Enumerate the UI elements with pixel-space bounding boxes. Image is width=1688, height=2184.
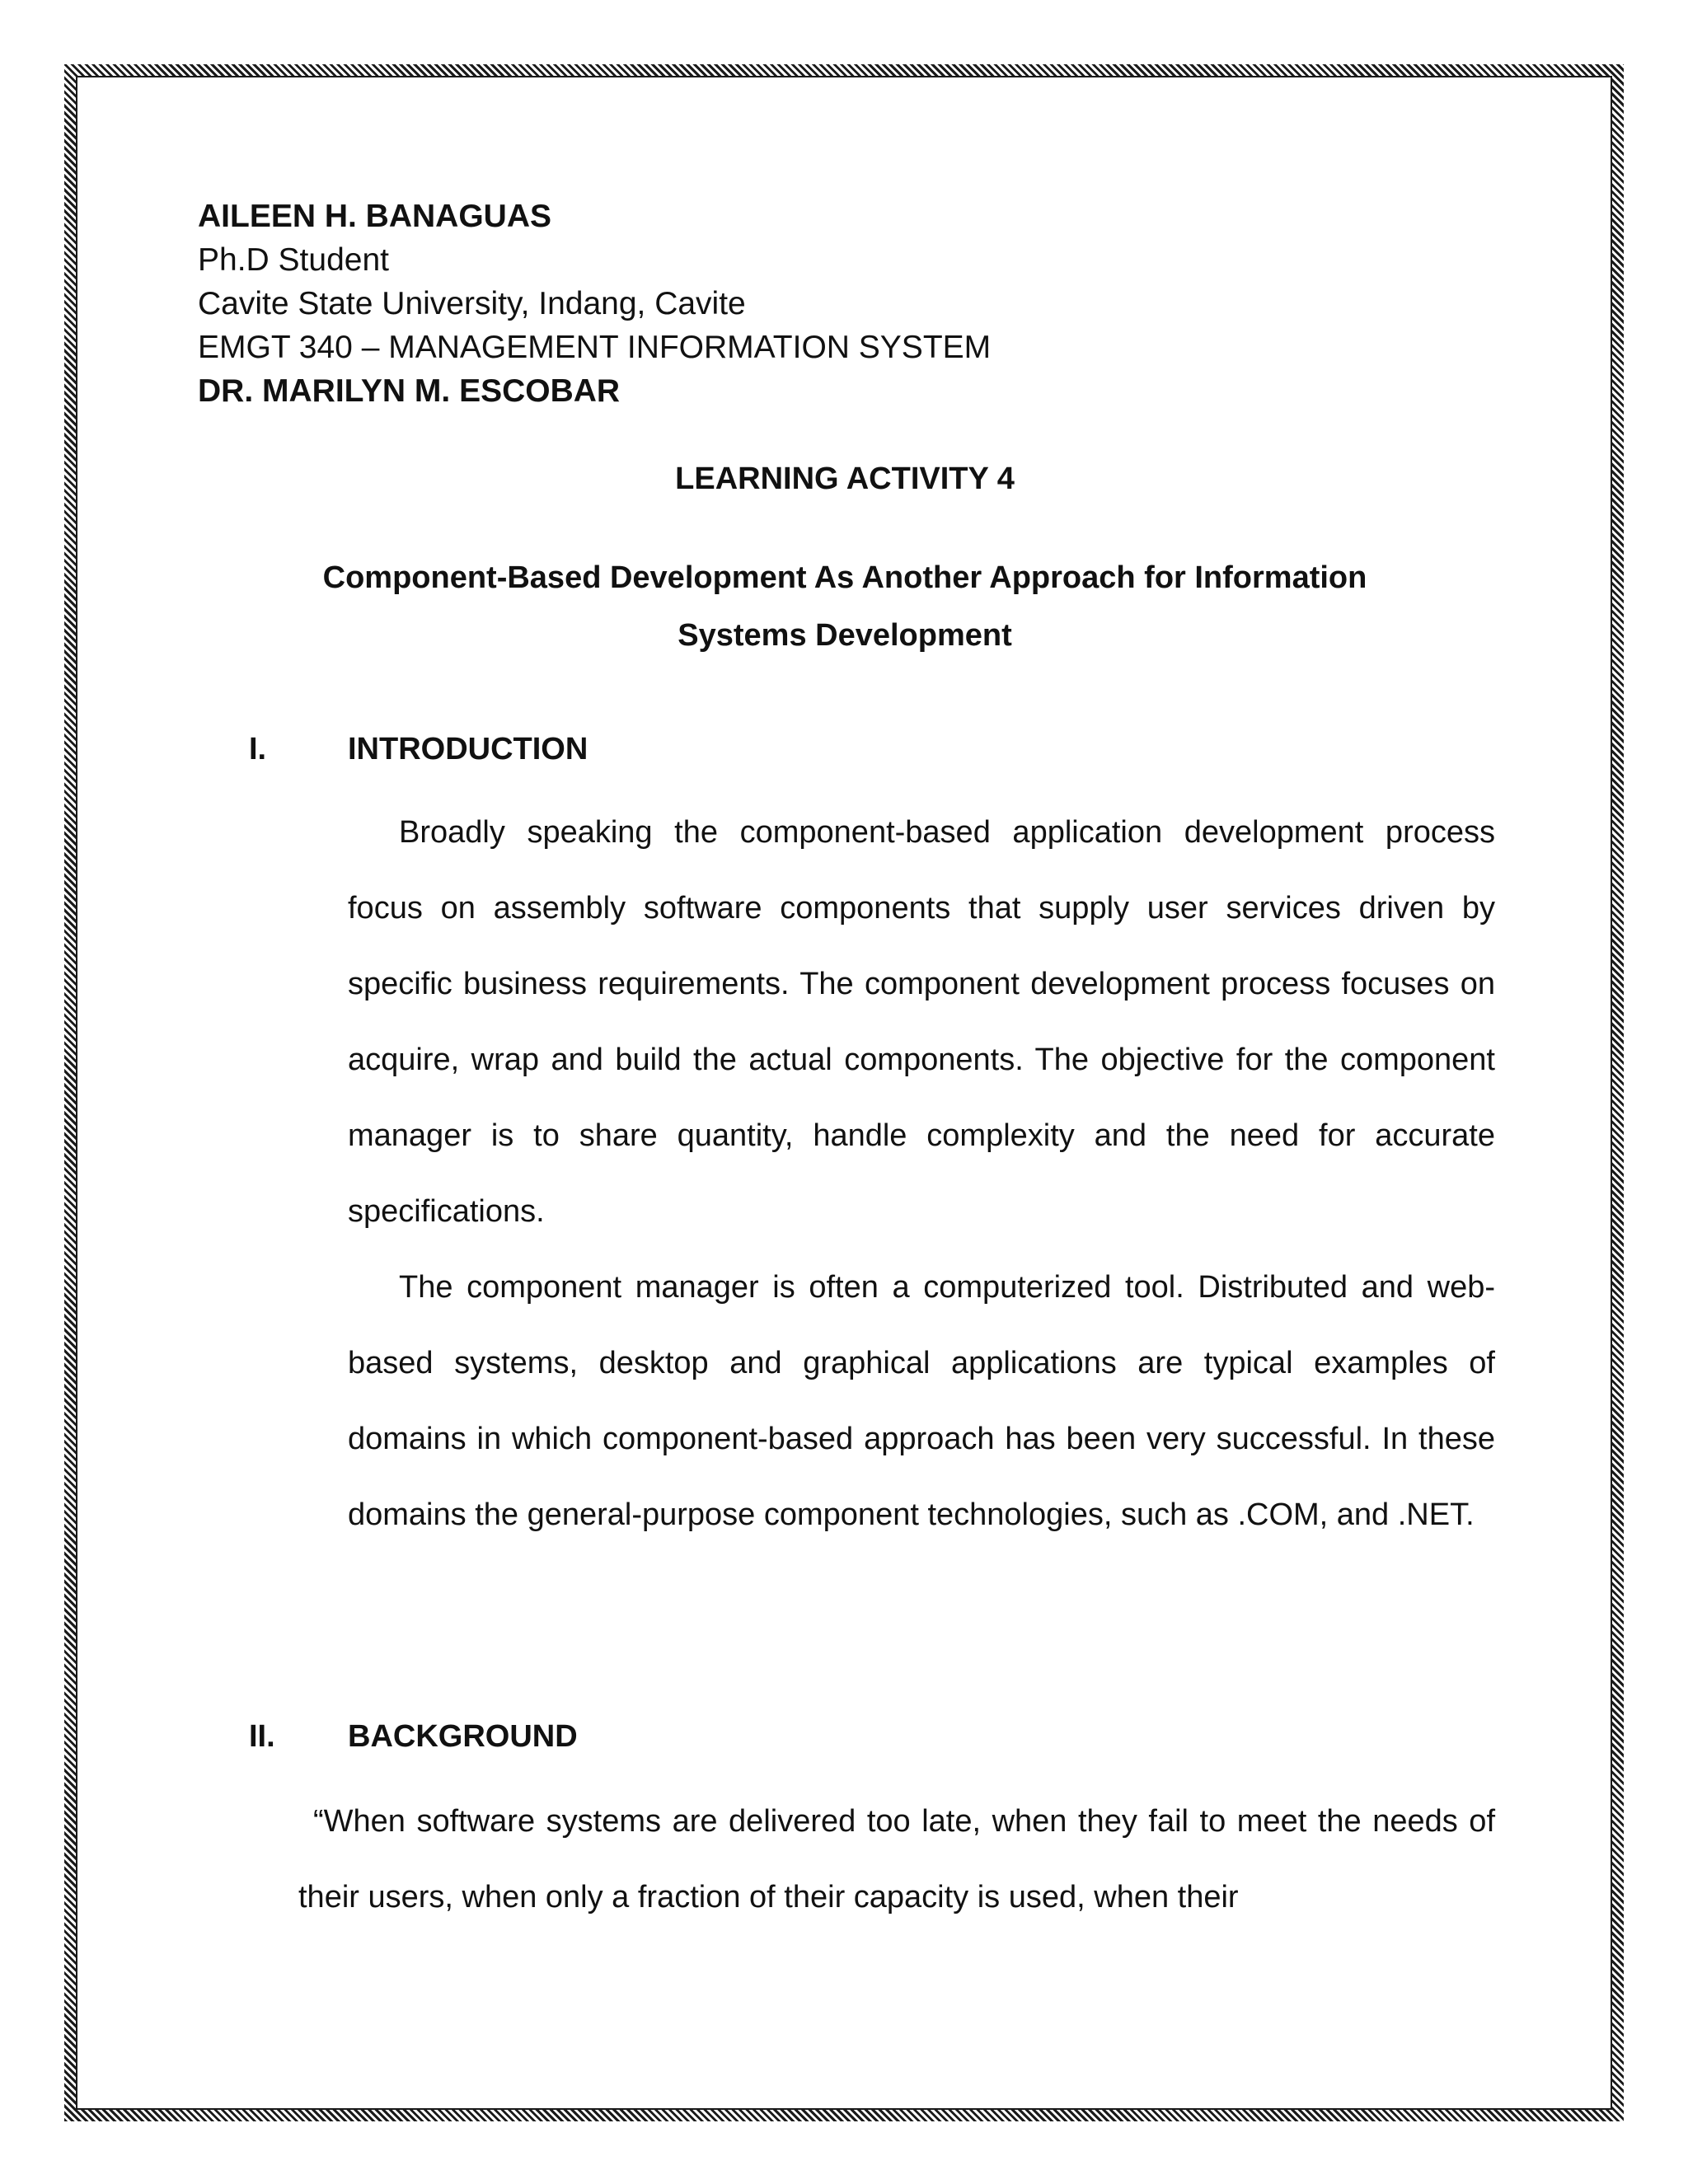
author-role: Ph.D Student [198, 242, 389, 278]
section-number-introduction: I. [249, 732, 267, 766]
activity-title: LEARNING ACTIVITY 4 [675, 462, 1015, 496]
intro-paragraph-1: Broadly speaking the component-based application development process focus on assembly software components that supply user services driven by specific business requirements. The component development process focuses on acquire, wrap and build the actual components. The objective for the component manager is to share quantity, handle complexity and the need for accurate specifications. [348, 815, 1495, 1229]
author-name: AILEEN H. BANAGUAS [198, 199, 552, 234]
paper-title-line1: Component-Based Development As Another Approach for Information [322, 560, 1367, 595]
paper-title-line2: Systems Development [678, 618, 1012, 653]
section-title-introduction: INTRODUCTION [348, 732, 588, 766]
instructor-name: DR. MARILYN M. ESCOBAR [198, 373, 621, 409]
intro-paragraph-2: The component manager is often a computerized tool. Distributed and web-based systems, desktop and graphical applications are typical examples of domains in which component-based approach has been very successful. In these domains the general-purpose component technologies, such as .COM, and .NET. [348, 1270, 1495, 1532]
section-number-background: II. [249, 1719, 275, 1754]
background-paragraph-1: “When software systems are delivered too late, when they fail to meet the needs of their users, when only a fraction of their capacity is used, when their [298, 1804, 1495, 1915]
course-title: EMGT 340 – MANAGEMENT INFORMATION SYSTEM [198, 330, 992, 365]
author-institution: Cavite State University, Indang, Cavite [198, 286, 746, 321]
section-title-background: BACKGROUND [348, 1719, 578, 1754]
